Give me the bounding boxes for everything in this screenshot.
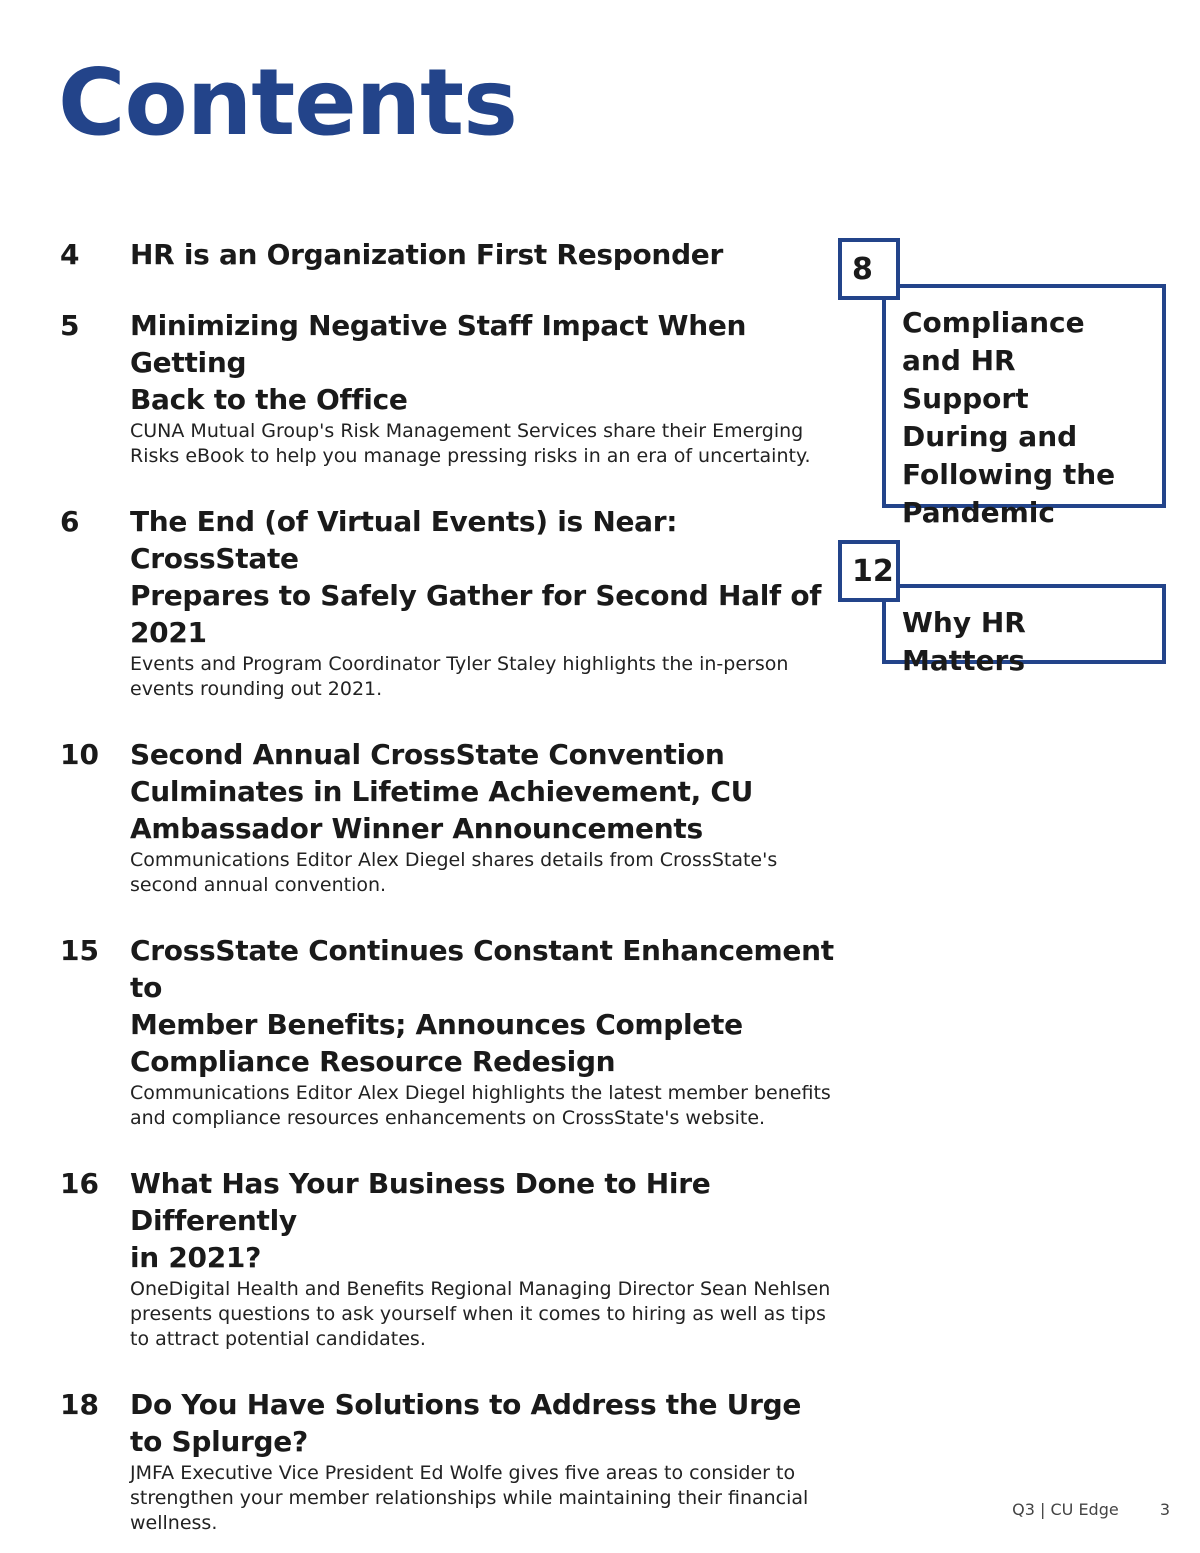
page-footer xyxy=(1012,1500,1170,1519)
toc-entry-title[interactable]: What Has Your Business Done to Hire Differently in 2021? xyxy=(130,1167,711,1274)
toc-entry-description: Events and Program Coordinator Tyler Staley highlights the in-person events rounding out 2021. xyxy=(130,653,789,700)
toc-entry-title[interactable]: CrossState Continues Constant Enhancement to Member Benefits; Announces Complete Compliance Resource Redesign xyxy=(130,934,834,1078)
feature-title[interactable]: Why HR Matters xyxy=(882,584,1166,664)
toc-page-number: 18 xyxy=(60,1388,99,1421)
toc-page-number: 4 xyxy=(60,238,80,271)
toc-entry-description: JMFA Executive Vice President Ed Wolfe gives five areas to consider to strengthen your member relationships while maintaining their financial wellness. xyxy=(130,1462,809,1534)
feature-title[interactable]: Compliance and HR Support During and Following the Pandemic xyxy=(882,284,1166,508)
toc-entry[interactable] xyxy=(60,1165,840,1352)
toc-entry-title[interactable]: The End (of Virtual Events) is Near: CrossState Prepares to Safely Gather for Second Half of 2021 xyxy=(130,505,822,649)
toc-entry[interactable] xyxy=(60,736,840,898)
toc-page-number: 6 xyxy=(60,505,80,538)
toc-entry[interactable] xyxy=(60,932,840,1131)
toc-entry-description: Communications Editor Alex Diegel shares details from CrossState's second annual convention. xyxy=(130,849,778,896)
toc-entry-title[interactable]: Do You Have Solutions to Address the Urge to Splurge? xyxy=(130,1388,802,1458)
toc-entry[interactable] xyxy=(60,1386,840,1536)
toc-entry-title[interactable]: HR is an Organization First Responder xyxy=(130,238,724,271)
toc-entry[interactable] xyxy=(60,236,840,273)
toc-entry-title[interactable]: Minimizing Negative Staff Impact When Getting Back to the Office xyxy=(130,309,747,416)
page-number: 3 xyxy=(1159,1500,1170,1519)
toc-page-number: 10 xyxy=(60,738,99,771)
toc-entry-description: Communications Editor Alex Diegel highlights the latest member benefits and compliance resources enhancements on CrossState's website. xyxy=(130,1082,831,1129)
feature-page-number: 8 xyxy=(838,238,900,300)
toc-page-number: 5 xyxy=(60,309,80,342)
toc-entry-description: CUNA Mutual Group's Risk Management Services share their Emerging Risks eBook to help you manage pressing risks in an era of uncertainty. xyxy=(130,420,811,467)
toc-entry[interactable] xyxy=(60,503,840,702)
page-title: Contents xyxy=(58,49,517,156)
feature-page-number: 12 xyxy=(838,540,900,602)
toc-entry-title[interactable]: Second Annual CrossState Convention Culminates in Lifetime Achievement, CU Ambassador Winner Announcements xyxy=(130,738,754,845)
toc-page-number: 15 xyxy=(60,934,99,967)
publication-name: Q3 | CU Edge xyxy=(1012,1500,1119,1519)
toc-entry[interactable] xyxy=(60,307,840,469)
toc-page-number: 16 xyxy=(60,1167,99,1200)
toc-list xyxy=(60,236,840,1536)
toc-entry-description: OneDigital Health and Benefits Regional Managing Director Sean Nehlsen presents questions to ask yourself when it comes to hiring as well as tips to attract potential candidates. xyxy=(130,1278,831,1350)
